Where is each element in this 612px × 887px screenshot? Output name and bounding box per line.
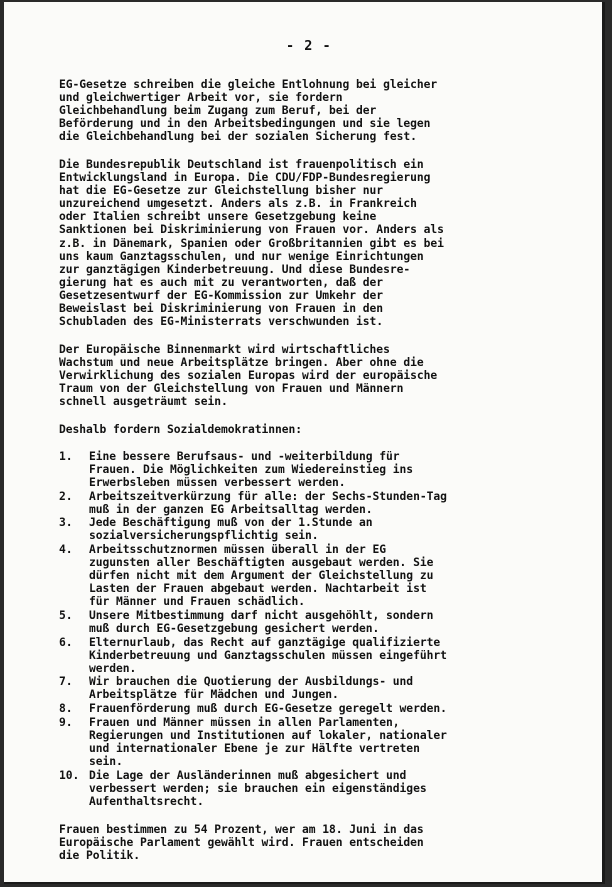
text-line: Der Europäische Binnenmarkt wird wirtschaftliches [59,342,390,356]
text-line: Frauenförderung muß durch EG-Gesetze geregelt werden. [89,702,447,716]
page-number: - 2 - [286,38,332,54]
demand-text [89,769,579,808]
text-line: muß in der ganzen EG Arbeitsalltag werden. [89,502,373,516]
demand-item [59,636,579,675]
demand-text [89,450,579,489]
demand-item [59,516,579,542]
text-line: Jede Beschäftigung muß von der 1.Stunde an [89,516,373,530]
text-line: Kinderbetreuung und Ganztagsschulen müssen eingeführt [89,648,447,662]
text-line: schnell ausgeträumt sein. [59,395,228,409]
text-line: oder Italien schreibt unsere Gesetzgebung keine [59,210,377,224]
demands-list [59,450,579,808]
demand-number: 1. [59,449,73,463]
text-line: unzureichend umgesetzt. Anders als z.B. in Frankreich [59,197,417,211]
demand-item [59,769,579,808]
text-line: hat die EG-Gesetze zur Gleichstellung bisher nur [59,184,384,198]
text-line: Unsere Mitbestimmung darf nicht ausgehöhlt, sondern [89,608,434,622]
demand-text [89,702,579,715]
demand-number: 6. [59,635,73,649]
demand-item [59,490,579,516]
text-line: Erwerbsleben müssen verbessert werden. [89,475,346,489]
text-line: Sanktionen bei Diskriminierung von Frauen vor. Anders als [59,223,444,237]
demand-item [59,716,579,768]
text-line: Arbeitszeitverkürzung für alle: der Sechs-Stunden-Tag [89,489,447,503]
text-line: uns kaum Ganztagsschulen, und nur wenige Einrichtungen [59,249,424,263]
demand-number: 5. [59,608,73,622]
text-line: sein. [89,754,123,768]
demand-text [89,609,579,635]
demand-number: 10. [59,768,80,782]
text-line: Verwirklichung des sozialen Europas wird der europäische [59,368,438,382]
demand-number: 7. [59,675,73,689]
text-line: für Männer und Frauen schädlich. [89,595,306,609]
demand-item [59,450,579,489]
text-line: muß durch EG-Gesetzgebung gesichert werden. [89,621,380,635]
demand-text [89,716,579,768]
text-line: dürfen nicht mit dem Argument der Gleichstellung zu [89,569,434,583]
text-line: Europäische Parlament gewählt wird. Frauen entscheiden [59,835,424,849]
demand-item [59,675,579,701]
text-line: Entwicklungsland in Europa. Die CDU/FDP-Bundesregierung [59,171,431,185]
text-line: werden. [89,661,137,675]
text-line: Beweislast bei Diskriminierung von Frauen in den [59,302,384,315]
text-line: Gleichbehandlung beim Zugang zum Beruf, bei der [59,104,377,118]
text-line: EG-Gesetze schreiben die gleiche Entlohnung bei gleicher [59,78,438,91]
document-body [59,78,579,877]
document-page [4,2,605,884]
text-line: Wir brauchen die Quotierung der Ausbildungs- und [89,675,414,689]
text-line: Aufenthaltsrecht. [89,794,204,808]
text-line: Frauen. Die Möglichkeiten zum Wiedereinstieg ins [89,462,414,476]
scan-edge-right [602,2,605,884]
text-line: Arbeitsschutznormen müssen überall in der EG [89,542,387,556]
demand-number: 4. [59,542,73,556]
text-line: Die Lage der Ausländerinnen muß abgesichert und [89,768,407,782]
text-line: Traum von der Gleichstellung von Frauen und Männern [59,381,404,395]
demands-intro: Deshalb fordern Sozialdemokratinnen: [59,422,303,436]
text-line: verbessert werden; sie brauchen ein eigenständiges [89,781,427,795]
text-line: Gesetzesentwurf der EG-Kommission zur Umkehr der [59,288,384,302]
demand-text [89,543,579,608]
text-line: die Gleichbehandlung bei der sozialen Sicherung fest. [59,130,417,144]
paragraph-germany [59,158,579,328]
scan-edge-bottom [4,882,605,884]
text-line: z.B. in Dänemark, Spanien oder Großbritannien gibt es bei [59,236,444,250]
text-line: und gleichwertiger Arbeit vor, sie fordern [59,91,343,105]
text-line: sozialversicherungspflichtig sein. [89,529,319,543]
demand-number: 9. [59,715,73,729]
paragraph-internal-market [59,343,579,408]
text-line: und internationaler Ebene je zur Hälfte vertreten [89,741,420,755]
text-line: Schubladen des EG-Ministerrats verschwunden ist. [59,315,384,329]
demand-item [59,702,579,715]
text-line: Elternurlaub, das Recht auf ganztägige qualifizierte [89,635,441,649]
text-line: Die Bundesrepublik Deutschland ist frauenpolitisch ein [59,157,424,171]
text-line: die Politik. [59,848,141,862]
text-line: Frauen und Männer müssen in allen Parlamenten, [89,715,400,729]
demand-item [59,609,579,635]
text-line: Beförderung und in den Arbeitsbedingungen und sie legen [59,117,431,131]
text-line: gierung hat es auch mit zu verantworten, daß der [59,275,384,289]
demand-number: 8. [59,702,73,716]
text-line: zugunsten aller Beschäftigten ausgebaut werden. Sie [89,556,434,569]
text-line: zur ganztägigen Kinderbetreuung. Und diese Bundesre- [59,262,411,276]
text-line: Wachstum und neue Arbeitsplätze bringen. Aber ohne die [59,355,424,369]
demand-number: 3. [59,516,73,530]
demand-text [89,675,579,701]
demand-number: 2. [59,489,73,503]
demand-text [89,490,579,516]
closing-paragraph [59,823,579,862]
text-line: Lasten der Frauen abgebaut werden. Nachtarbeit ist [89,582,427,596]
paragraph-eg-laws [59,78,579,143]
text-line: Arbeitsplätze für Mädchen und Jungen. [89,688,339,702]
demand-item [59,543,579,608]
text-line: Regierungen und Institutionen auf lokaler, nationaler [89,728,447,742]
demand-text [89,516,579,542]
text-line: Frauen bestimmen zu 54 Prozent, wer am 18. Juni in das [59,822,424,836]
demand-text [89,636,579,675]
text-line: Eine bessere Berufsaus- und -weiterbildung für [89,449,400,463]
